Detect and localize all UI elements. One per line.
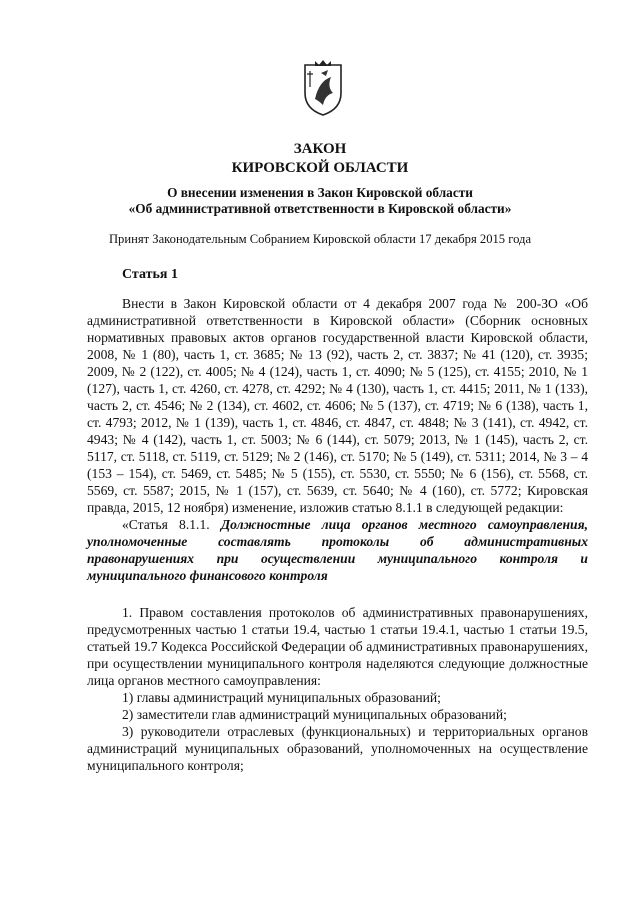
law-region: КИРОВСКОЙ ОБЛАСТИ [231, 160, 409, 176]
law-subject-line1: О внесении изменения в Закон Кировской области [167, 185, 473, 200]
new-article-title: Должностные лица органов местного самоуправления, уполномоченные составлять протоколы об административных правонарушениях при осуществлении муниципального контроля и муниципального финансового контроля [87, 517, 589, 583]
new-article-number: «Статья 8.1.1. [122, 517, 210, 532]
law-subject-line2: «Об административной ответственности в Кировской области» [128, 201, 512, 216]
article-intro-paragraph: Внести в Закон Кировской области от 4 декабря 2007 года № 200-ЗО «Об административной ответственности в Кировской области» (Сборник основных нормативных правовых актов органов государственной власти Кировской области, 2008, № 1 (80), часть 1, ст. 3685; № 13 (92), часть 2, ст. 3837; № 41 (120), ст. 3935; 2009, № 2 (122), ст. 4005; № 4 (124), часть 1, ст. 4090; № 5 (125), ст. 4155; 2010, № 1 (127), часть 1, ст. 4260, ст. 4278, ст. 4292; № 4 (130), часть 1, ст. 4415; 2011, № 1 (133), часть 2, ст. 4546; № 2 (134), ст. 4602, ст. 4606; № 5 (137), ст. 4719; № 6 (138), часть 1, ст. 4793; 2012, № 1 (139), часть 1, ст. 4846, ст. 4847, ст. 4848; № 3 (141), ст. 4942, ст. 4943; № 4 (142), часть 1, ст. 5003; № 6 (144), ст. 5079; 2013, № 1 (145), часть 2, ст. 5117, ст. 5118, ст. 5119, ст. 5129; № 2 (146), ст. 5170; № 5 (149), ст. 5311; 2014, № 3 – 4 (153 – 154), ст. 5469, ст. 5485; № 5 (155), ст. 5530, ст. 5550; № 6 (156), ст. 5568, ст. 5569, ст. 5587; 2015, № 1 (157), ст. 5639, ст. 5640; № 4 (160), ст. 5772; Кировская правда, 2015, 12 ноября) изменение, изложив статью 8.1.1 в следующей редакции: [87, 296, 588, 515]
list-item-1: 1) главы администраций муниципальных образований; [122, 690, 441, 705]
article-heading: Статья 1 [122, 267, 178, 282]
article-body [87, 295, 588, 774]
list-item-2: 2) заместители глав администраций муниципальных образований; [122, 707, 507, 722]
adoption-note: Принят Законодательным Собранием Кировской области 17 декабря 2015 года [108, 232, 532, 246]
new-article-heading [87, 516, 588, 584]
paragraph-1: 1. Правом составления протоколов об административных правонарушениях, предусмотренных частью 1 статьи 19.4, частью 1 статьи 19.4.1, частью 1 статьи 19.5, статьей 19.7 Кодекса Российской Федерации об административных правонарушениях, при осуществлении муниципального контроля наделяются следующие должностные лица органов местного самоуправления: [87, 605, 588, 688]
list-item-3: 3) руководители отраслевых (функциональных) и территориальных органов администраций муниципальных образований, уполномоченных на осуществление муниципального контроля; [87, 724, 588, 773]
paragraph-gap [87, 584, 588, 604]
law-title: ЗАКОН [293, 141, 347, 157]
coat-of-arms-emblem [301, 59, 345, 117]
